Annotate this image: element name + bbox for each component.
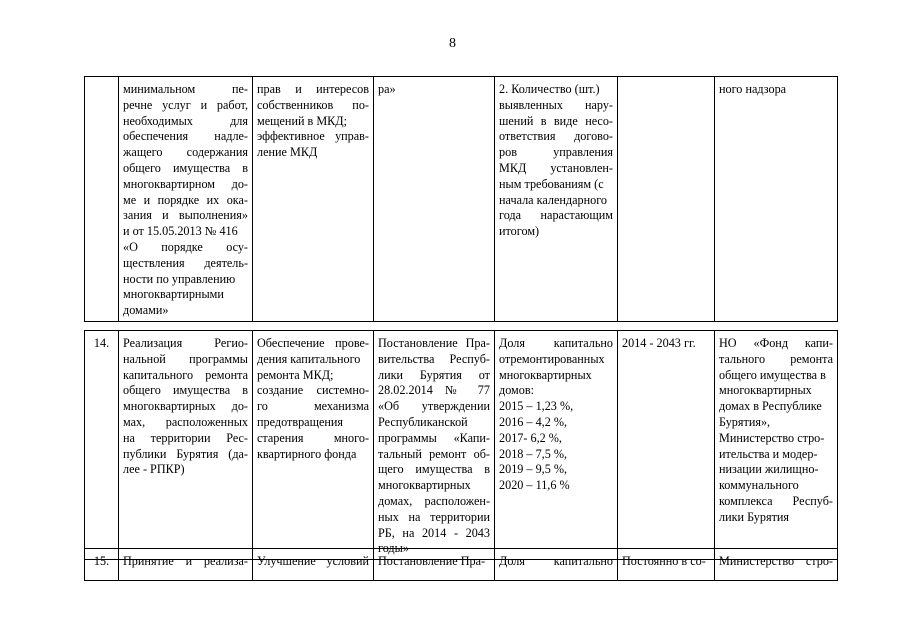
cell-text-line: многоквартирными xyxy=(123,287,224,302)
table-continuation xyxy=(84,76,838,322)
cell-text-line: домах, расположен- xyxy=(378,493,490,508)
cell-text-line: 2. Количество (шт.) xyxy=(499,82,600,96)
cell-action xyxy=(119,549,253,581)
cell-document xyxy=(374,331,495,560)
cell-text-line: выявленных нару- xyxy=(499,97,613,112)
cell-text-line: ответствия догово- xyxy=(499,129,613,144)
cell-text-line: лики Бурятия от xyxy=(378,367,490,382)
table-row-15 xyxy=(84,548,838,581)
cell-document xyxy=(374,77,495,322)
cell-text-line: домов: xyxy=(499,383,535,398)
cell-number xyxy=(85,77,119,322)
cell-period xyxy=(618,331,715,560)
cell-text-line: мах, расположенных xyxy=(123,414,248,429)
cell-text-line: капитального ремонта xyxy=(123,367,248,382)
cell-action xyxy=(119,77,253,322)
cell-text-line: обеспечения надле- xyxy=(123,129,248,144)
cell-text-line: низации жилищно- xyxy=(719,462,819,477)
page-number: 8 xyxy=(449,36,456,51)
cell-text-line: ра» xyxy=(378,82,396,96)
cell-number: 15. xyxy=(85,549,119,581)
cell-text-line: го механизма xyxy=(257,399,369,414)
cell-text-line: многоквартирных xyxy=(378,478,471,493)
table-row xyxy=(85,77,838,322)
cell-text-line: лики Бурятия xyxy=(719,509,790,524)
cell-text-line: предотвращения xyxy=(257,414,344,429)
cell-text-line: Министерство стро- xyxy=(719,554,833,568)
cell-period xyxy=(618,77,715,322)
cell-goal xyxy=(253,549,374,581)
cell-text-line: ным требованиям (с xyxy=(499,176,604,191)
cell-responsible xyxy=(715,331,838,560)
cell-text-line: годы» xyxy=(378,541,409,556)
cell-text-line: дения капитального xyxy=(257,351,361,366)
cell-text-line: ров управления xyxy=(499,145,613,160)
cell-text-line: ительства и модер- xyxy=(719,446,818,461)
cell-text-line: Постановление Пра- xyxy=(378,336,490,350)
cell-text-line: Принятие и реализа- xyxy=(123,554,248,568)
cell-text-line: года нарастающим xyxy=(499,208,613,223)
cell-text-line: публики Бурятия (да- xyxy=(123,446,248,461)
cell-text-line: на территории Рес- xyxy=(123,430,248,445)
cell-text-line: Министерство стро- xyxy=(719,430,825,445)
cell-text-line: Реализация Регио- xyxy=(123,336,248,350)
cell-text-line: отремонтированных xyxy=(499,351,605,366)
cell-text-line: старения много- xyxy=(257,430,369,445)
cell-text-line: вительства Респуб- xyxy=(378,351,490,366)
cell-text-line: комплекса Респуб- xyxy=(719,493,833,508)
table-row-14 xyxy=(84,330,838,560)
cell-period xyxy=(618,549,715,581)
cell-text-line: квартирного фонда xyxy=(257,446,357,461)
cell-text-line: «Об утверждении xyxy=(378,399,490,414)
cell-text-line: 2016 – 4,2 %, xyxy=(499,414,568,429)
cell-indicator xyxy=(495,331,618,560)
cell-text-line: 2015 – 1,23 %, xyxy=(499,399,574,414)
cell-text-line: щего имущества в xyxy=(378,462,490,477)
cell-text-line: прав и интересов xyxy=(257,82,369,96)
cell-text-line: жащего содержания xyxy=(123,145,248,160)
cell-text-line: многоквартирных до- xyxy=(123,399,248,414)
cell-text-line: итогом) xyxy=(499,224,540,239)
cell-text-line: программы «Капи- xyxy=(378,430,490,445)
cell-goal xyxy=(253,331,374,560)
cell-text-line: Доля капитально xyxy=(499,554,613,568)
cell-text-line: Постановление Пра- xyxy=(378,554,486,568)
cell-text-line: ществления деятель- xyxy=(123,255,248,270)
cell-text-line: Улучшение условий xyxy=(257,554,369,568)
cell-text-line: МКД установлен- xyxy=(499,160,613,175)
cell-text-line: Обеспечение прове- xyxy=(257,336,369,350)
cell-text-line: собственников по- xyxy=(257,97,369,112)
cell-text-line: ремонта МКД; xyxy=(257,367,334,382)
cell-text-line: лее - РПКР) xyxy=(123,462,185,477)
cell-action xyxy=(119,331,253,560)
cell-text-line: ности по управлению xyxy=(123,271,236,286)
cell-text-line: РБ, на 2014 - 2043 xyxy=(378,525,490,540)
cell-text-line: ление МКД xyxy=(257,145,318,160)
cell-indicator xyxy=(495,77,618,322)
cell-text-line: 2018 – 7,5 %, xyxy=(499,446,568,461)
cell-text-line: домах в Республике xyxy=(719,399,822,414)
cell-text-line: НО «Фонд капи- xyxy=(719,336,833,350)
cell-text-line: необходимых для xyxy=(123,113,248,128)
cell-text-line: минимальном пе- xyxy=(123,82,248,96)
table-row xyxy=(85,331,838,560)
cell-text-line: шений в виде несо- xyxy=(499,113,613,128)
cell-text-line: начала календарного xyxy=(499,192,608,207)
cell-text-line: Постоянно в со- xyxy=(622,554,706,568)
cell-text-line: домами» xyxy=(123,303,169,318)
cell-text-line: мещений в МКД; xyxy=(257,113,347,128)
cell-text-line: речне услуг и работ, xyxy=(123,97,248,112)
cell-document xyxy=(374,549,495,581)
cell-text-line: коммунального xyxy=(719,478,799,493)
cell-text-line: общего имущества в xyxy=(123,383,248,398)
cell-text-line: Бурятия», xyxy=(719,414,771,429)
cell-text-line: 2014 - 2043 гг. xyxy=(622,336,696,350)
cell-text-line: 2020 – 11,6 % xyxy=(499,478,570,493)
cell-text-line: тальный ремонт об- xyxy=(378,446,490,461)
cell-text-line: многоквартирных xyxy=(499,367,592,382)
cell-text-line: Доля капитально xyxy=(499,336,613,350)
cell-text-line: общего имущества в xyxy=(123,160,248,175)
cell-text-line: многоквартирном до- xyxy=(123,176,248,191)
cell-text-line: зания и выполнения» xyxy=(123,208,248,223)
cell-goal xyxy=(253,77,374,322)
cell-text-line: многоквартирных xyxy=(719,383,812,398)
cell-responsible xyxy=(715,77,838,322)
cell-text-line: общего имущества в xyxy=(719,367,826,382)
cell-text-line: нальной программы xyxy=(123,351,248,366)
cell-text-line: 2019 – 9,5 %, xyxy=(499,462,568,477)
table-row xyxy=(85,549,838,581)
cell-text-line: 2017- 6,2 %, xyxy=(499,430,562,445)
cell-text-line: тального ремонта xyxy=(719,351,833,366)
cell-text-line: ме и порядке их ока- xyxy=(123,192,248,207)
cell-text-line: и от 15.05.2013 № 416 xyxy=(123,224,238,239)
cell-text-line: ных на территории xyxy=(378,509,490,524)
cell-text-line: создание системно- xyxy=(257,383,369,398)
cell-text-line: ного надзора xyxy=(719,82,787,96)
cell-number: 14. xyxy=(85,331,119,560)
cell-text-line: 28.02.2014 № 77 xyxy=(378,383,490,398)
cell-text-line: эффективное управ- xyxy=(257,129,369,144)
cell-text-line: «О порядке осу- xyxy=(123,239,248,254)
cell-indicator xyxy=(495,549,618,581)
cell-text-line: Республиканской xyxy=(378,414,468,429)
cell-responsible xyxy=(715,549,838,581)
